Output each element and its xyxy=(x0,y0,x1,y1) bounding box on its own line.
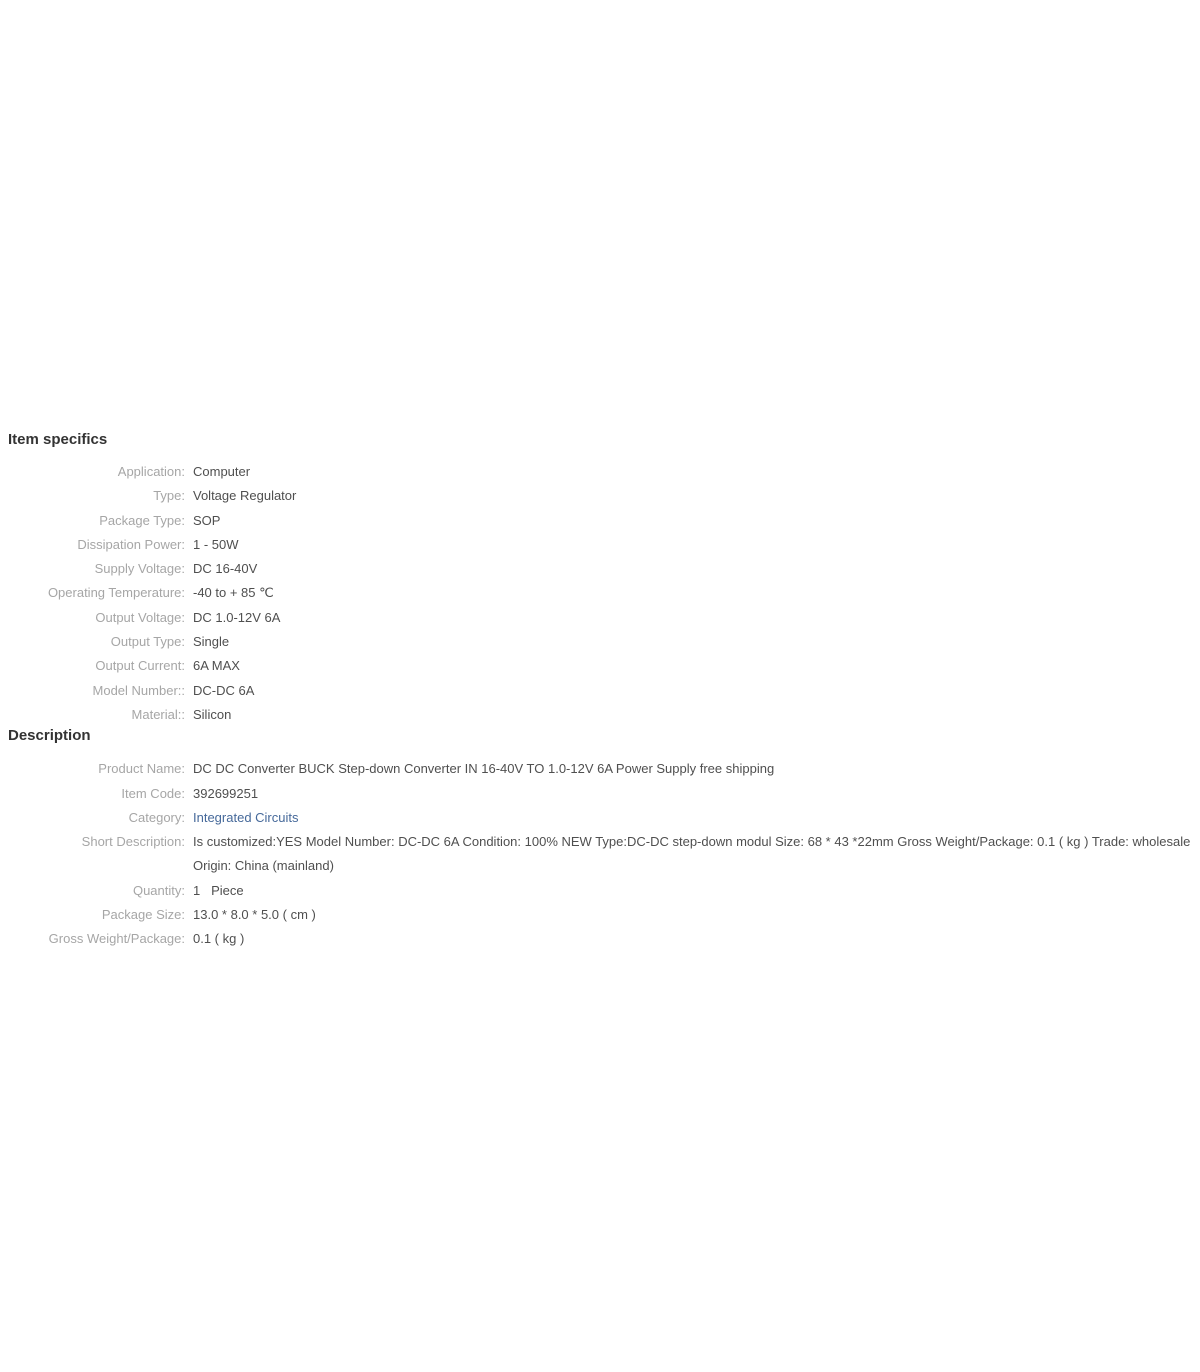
spec-row-output-current xyxy=(8,654,1194,678)
spec-label: Output Type: xyxy=(110,634,185,650)
spec-label: Model Number:: xyxy=(92,682,185,698)
spec-value: 6A MAX xyxy=(193,658,240,674)
desc-value: Is customized:YES Model Number: DC-DC 6A Condition: 100% NEW Type:DC-DC step-down modul Size: 68 * 43 *22mm Gross Weight/Package: 0.1 ( kg ) Trade: wholesale Origin: China (mainland) xyxy=(193,834,1194,874)
spec-value: DC 1.0-12V 6A xyxy=(193,609,281,625)
spec-row-dissipation-power xyxy=(8,533,1194,557)
desc-label: Quantity: xyxy=(132,882,185,898)
spec-label: Supply Voltage: xyxy=(94,561,185,577)
item-specifics-title: Item specifics xyxy=(8,431,108,448)
spec-value: Single xyxy=(193,634,230,650)
desc-value: 0.1 ( kg ) xyxy=(193,931,245,947)
spec-row-material xyxy=(8,703,1194,727)
desc-value: 13.0 * 8.0 * 5.0 ( cm ) xyxy=(193,907,316,923)
spec-label: Package Type: xyxy=(99,512,185,528)
desc-label: Item Code: xyxy=(121,785,185,801)
spec-value: DC 16-40V xyxy=(193,561,258,577)
desc-label: Product Name: xyxy=(98,761,185,777)
spec-value: Computer xyxy=(193,464,251,479)
spec-label: Material:: xyxy=(131,706,185,722)
item-specifics-list xyxy=(8,460,1194,727)
spec-label: Application: xyxy=(117,464,185,479)
spec-label: Operating Temperature: xyxy=(47,585,185,601)
spec-row-supply-voltage xyxy=(8,557,1194,581)
spec-label: Output Current: xyxy=(95,658,185,674)
desc-label: Short Description: xyxy=(81,834,185,850)
desc-value: 392699251 xyxy=(193,785,259,801)
desc-value: DC DC Converter BUCK Step-down Converter IN 16-40V TO 1.0-12V 6A Power Supply free shipping xyxy=(193,761,775,777)
desc-row-quantity xyxy=(8,879,1194,903)
spec-row-application xyxy=(8,460,1194,484)
spec-row-output-type xyxy=(8,630,1194,654)
spec-row-model-number xyxy=(8,679,1194,703)
spec-value: -40 to + 85 ℃ xyxy=(193,585,274,601)
spec-value: Voltage Regulator xyxy=(193,488,297,504)
description-list xyxy=(8,757,1194,951)
desc-label: Package Size: xyxy=(101,907,185,923)
desc-row-category xyxy=(8,806,1194,830)
spec-row-package-type xyxy=(8,509,1194,533)
category-link[interactable]: Integrated Circuits xyxy=(193,809,299,825)
spec-value: 1 - 50W xyxy=(193,536,239,552)
desc-row-package-size xyxy=(8,903,1194,927)
description-title: Description xyxy=(8,727,91,745)
desc-label: Gross Weight/Package: xyxy=(48,931,185,947)
spec-value: Silicon xyxy=(193,706,232,722)
spec-label: Type: xyxy=(153,488,185,504)
desc-row-item-code xyxy=(8,782,1194,806)
desc-row-gross-weight xyxy=(8,927,1194,951)
spec-row-type xyxy=(8,484,1194,508)
spec-value: SOP xyxy=(193,512,221,528)
spec-label: Output Voltage: xyxy=(95,609,185,625)
desc-row-short-description xyxy=(8,830,1194,879)
desc-value: 1 Piece xyxy=(193,882,244,898)
product-details-section xyxy=(8,431,1194,952)
spec-value: DC-DC 6A xyxy=(193,682,255,698)
desc-row-product-name xyxy=(8,757,1194,781)
spec-label: Dissipation Power: xyxy=(77,536,185,552)
spec-row-operating-temperature xyxy=(8,581,1194,605)
spec-row-output-voltage xyxy=(8,606,1194,630)
desc-label: Category: xyxy=(128,809,185,825)
